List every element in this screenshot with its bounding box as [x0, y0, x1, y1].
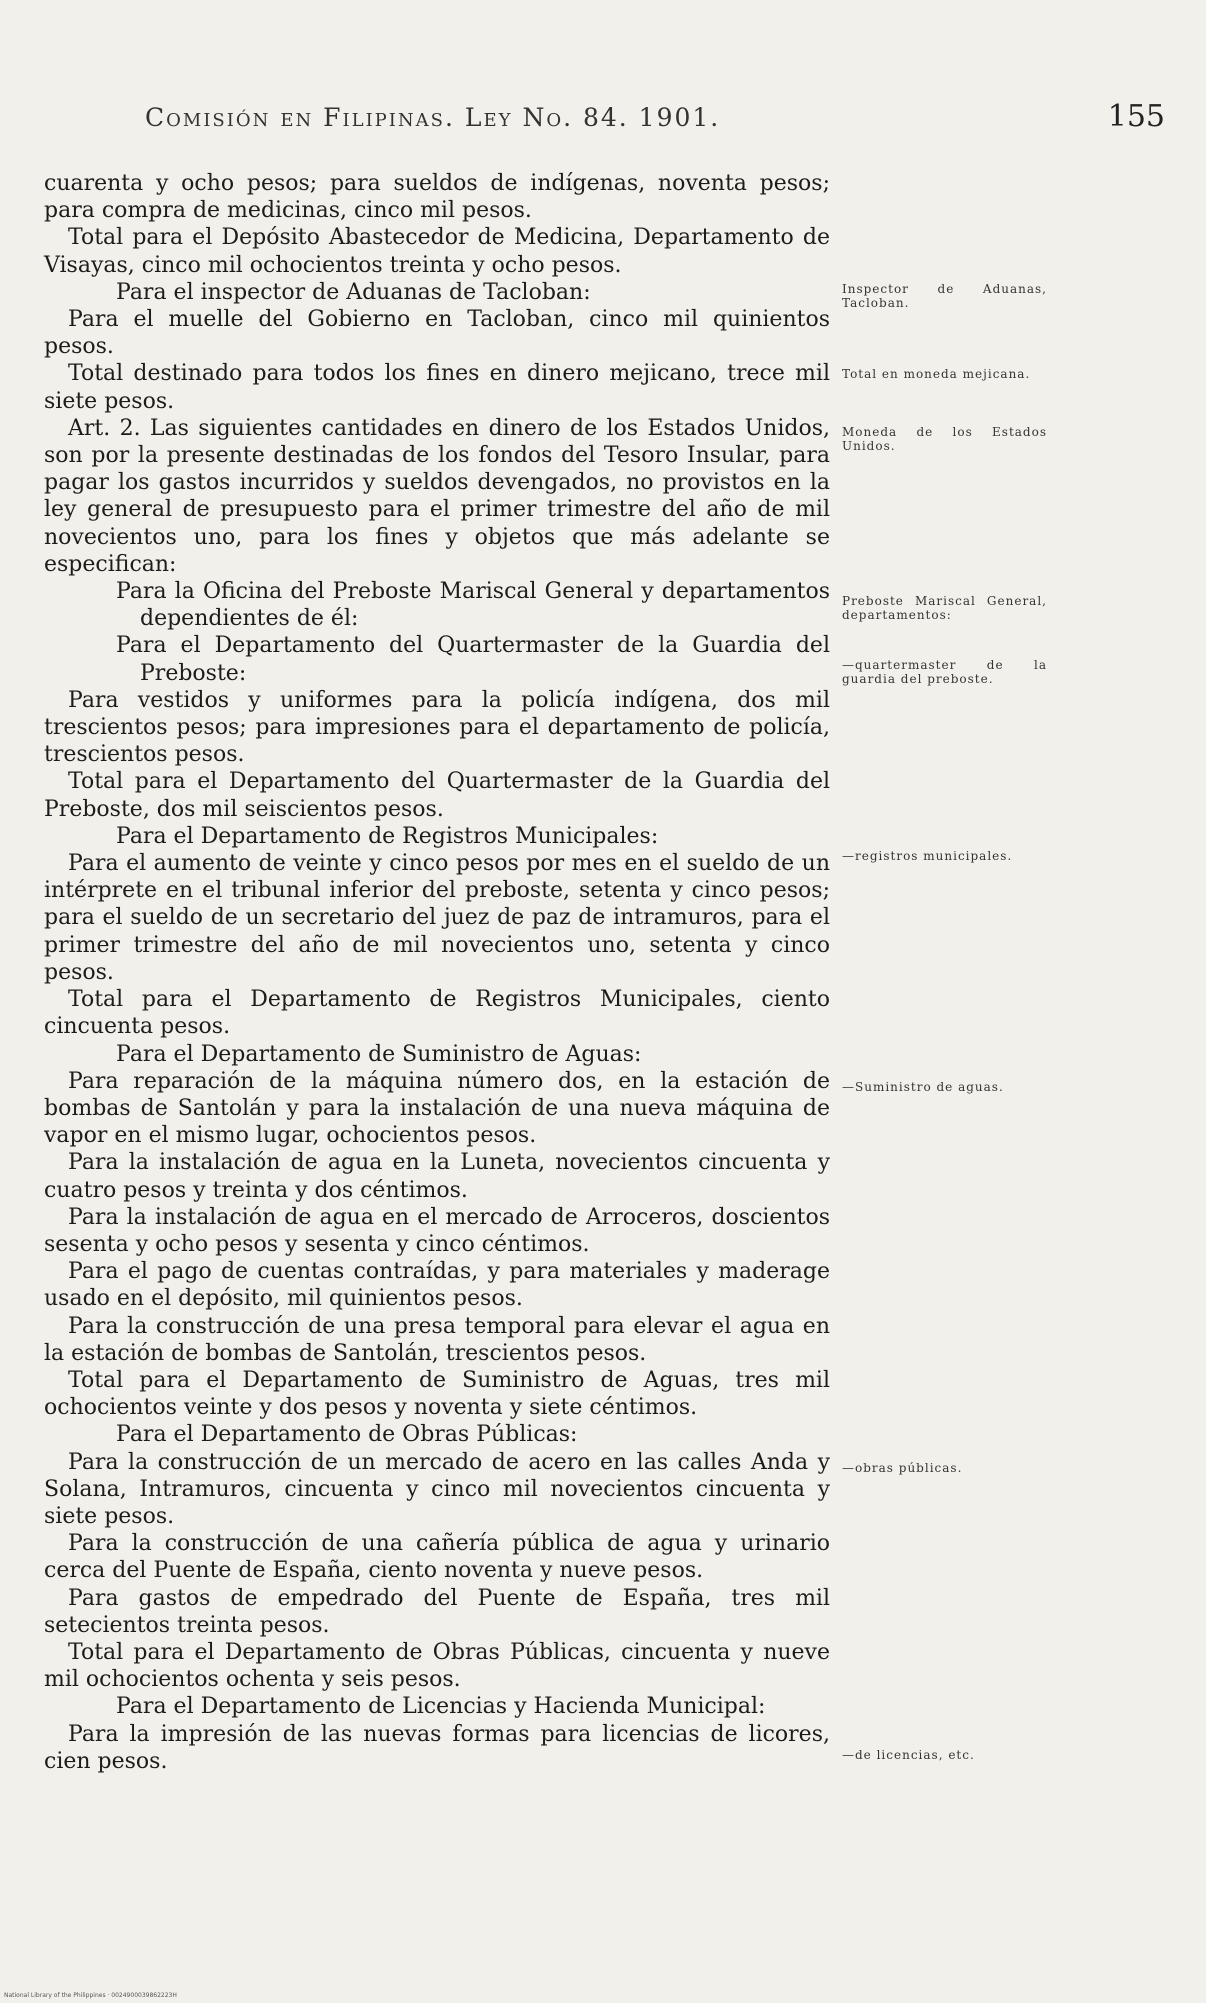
margin-note: —de licencias, etc. [842, 1748, 975, 1762]
paragraph: Para el Departamento de Registros Municipales: [116, 823, 659, 849]
paragraph: Total destinado para todos los fines en dinero mejicano, trece mil siete pesos. [44, 361, 830, 414]
paragraph: Para el inspector de Aduanas de Tacloban: [116, 279, 591, 305]
paragraph: Para reparación de la máquina número dos, en la estación de bombas de Santolán y para la instalación de una nueva máquina de vapor en el mismo lugar, ochocientos pesos. [44, 1068, 830, 1149]
paragraph: Para vestidos y uniformes para la policía indígena, dos mil trescientos pesos; para impresiones para el departamento de policía, trescientos pesos. [44, 687, 830, 768]
paragraph: Para el pago de cuentas contraídas, y para materiales y maderage usado en el depósito, mil quinientos pesos. [44, 1259, 830, 1312]
margin-note: —registros municipales. [842, 849, 1013, 863]
paragraph: Para la construcción de una cañería pública de agua y urinario cerca del Puente de España, ciento noventa y nueve pesos. [44, 1531, 830, 1584]
paragraph: Para la construcción de un mercado de acero en las calles Anda y Solana, Intramuros, cincuenta y cinco mil novecientos cincuenta y siete pesos. [44, 1449, 830, 1529]
paragraph: Para la instalación de agua en la Luneta, novecientos cincuenta y cuatro pesos y treinta y dos céntimos. [44, 1150, 830, 1203]
paragraph: Total para el Departamento del Quartermaster de la Guardia del Preboste, dos mil seiscientos pesos. [44, 769, 830, 822]
paragraph: cuarenta y ocho pesos; para sueldos de indígenas, noventa pesos; para compra de medicinas, cinco mil pesos. [44, 171, 830, 224]
paragraph: Para la Oficina del Preboste Mariscal General y departamentos dependientes de él: [116, 579, 830, 632]
page-number: 155 [1107, 99, 1165, 134]
paragraph: Para el aumento de veinte y cinco pesos por mes en el sueldo de un intérprete en el tribunal inferior del preboste, setenta y cinco pesos; para el sueldo de un secretario del juez de paz de intramuros, para el primer trimestre del año de mil novecientos uno, setenta y cinco pesos. [44, 851, 830, 985]
paragraph: Para el Departamento de Licencias y Hacienda Municipal: [116, 1694, 766, 1720]
paragraph: Para el muelle del Gobierno en Tacloban, cinco mil quinientos pesos. [44, 307, 830, 360]
margin-note: Total en moneda mejicana. [842, 367, 1031, 381]
margin-note: Preboste Mariscal General, departamentos: [842, 594, 1047, 622]
scan-footer: National Library of the Philippines · 0024900039862223H [4, 1992, 177, 1999]
paragraph: Para la impresión de las nuevas formas para licencias de licores, cien pesos. [44, 1721, 830, 1774]
margin-note: Moneda de los Estados Unidos. [842, 425, 1047, 453]
paragraph: Para gastos de empedrado del Puente de España, tres mil setecientos treinta pesos. [44, 1585, 830, 1638]
paragraph: Para el Departamento del Quartermaster de la Guardia del Preboste: [116, 633, 830, 686]
page-header [145, 99, 1165, 143]
paragraph: Total para el Depósito Abastecedor de Medicina, Departamento de Visayas, cinco mil ochocientos treinta y ocho pesos. [44, 225, 830, 278]
margin-note: —quartermaster de la guardia del preboste. [842, 658, 1047, 686]
paragraph: Para el Departamento de Suministro de Aguas: [116, 1041, 642, 1067]
paragraph: Total para el Departamento de Registros Municipales, ciento cincuenta pesos. [44, 987, 830, 1040]
paragraph: Total para el Departamento de Suministro de Aguas, tres mil ochocientos veinte y dos pesos y noventa y siete céntimos. [44, 1367, 830, 1421]
paragraph: Para la construcción de una presa temporal para elevar el agua en la estación de bombas de Santolán, trescientos pesos. [44, 1313, 830, 1366]
paragraph: Art. 2. Las siguientes cantidades en dinero de los Estados Unidos, son por la presente destinadas de los fondos del Tesoro Insular, para pagar los gastos incurridos y sueldos devengados, no provistos en la ley general de presupuesto para el primer trimestre del año de mil novecientos uno, para los fines y objetos que más adelante se especifican: [44, 415, 830, 577]
body-text [44, 170, 830, 1775]
margin-note: —obras públicas. [842, 1461, 963, 1475]
paragraph: Total para el Departamento de Obras Públicas, cincuenta y nueve mil ochocientos ochenta y seis pesos. [44, 1639, 830, 1693]
margin-note: Inspector de Aduanas, Tacloban. [842, 282, 1047, 310]
paragraph: Para el Departamento de Obras Públicas: [116, 1422, 578, 1448]
paragraph: Para la instalación de agua en el mercado de Arroceros, doscientos sesenta y ocho pesos y sesenta y cinco céntimos. [44, 1204, 830, 1257]
running-head: Comisión en Filipinas. Ley No. 84. 1901. [145, 103, 721, 132]
margin-note: —Suministro de aguas. [842, 1080, 1004, 1094]
